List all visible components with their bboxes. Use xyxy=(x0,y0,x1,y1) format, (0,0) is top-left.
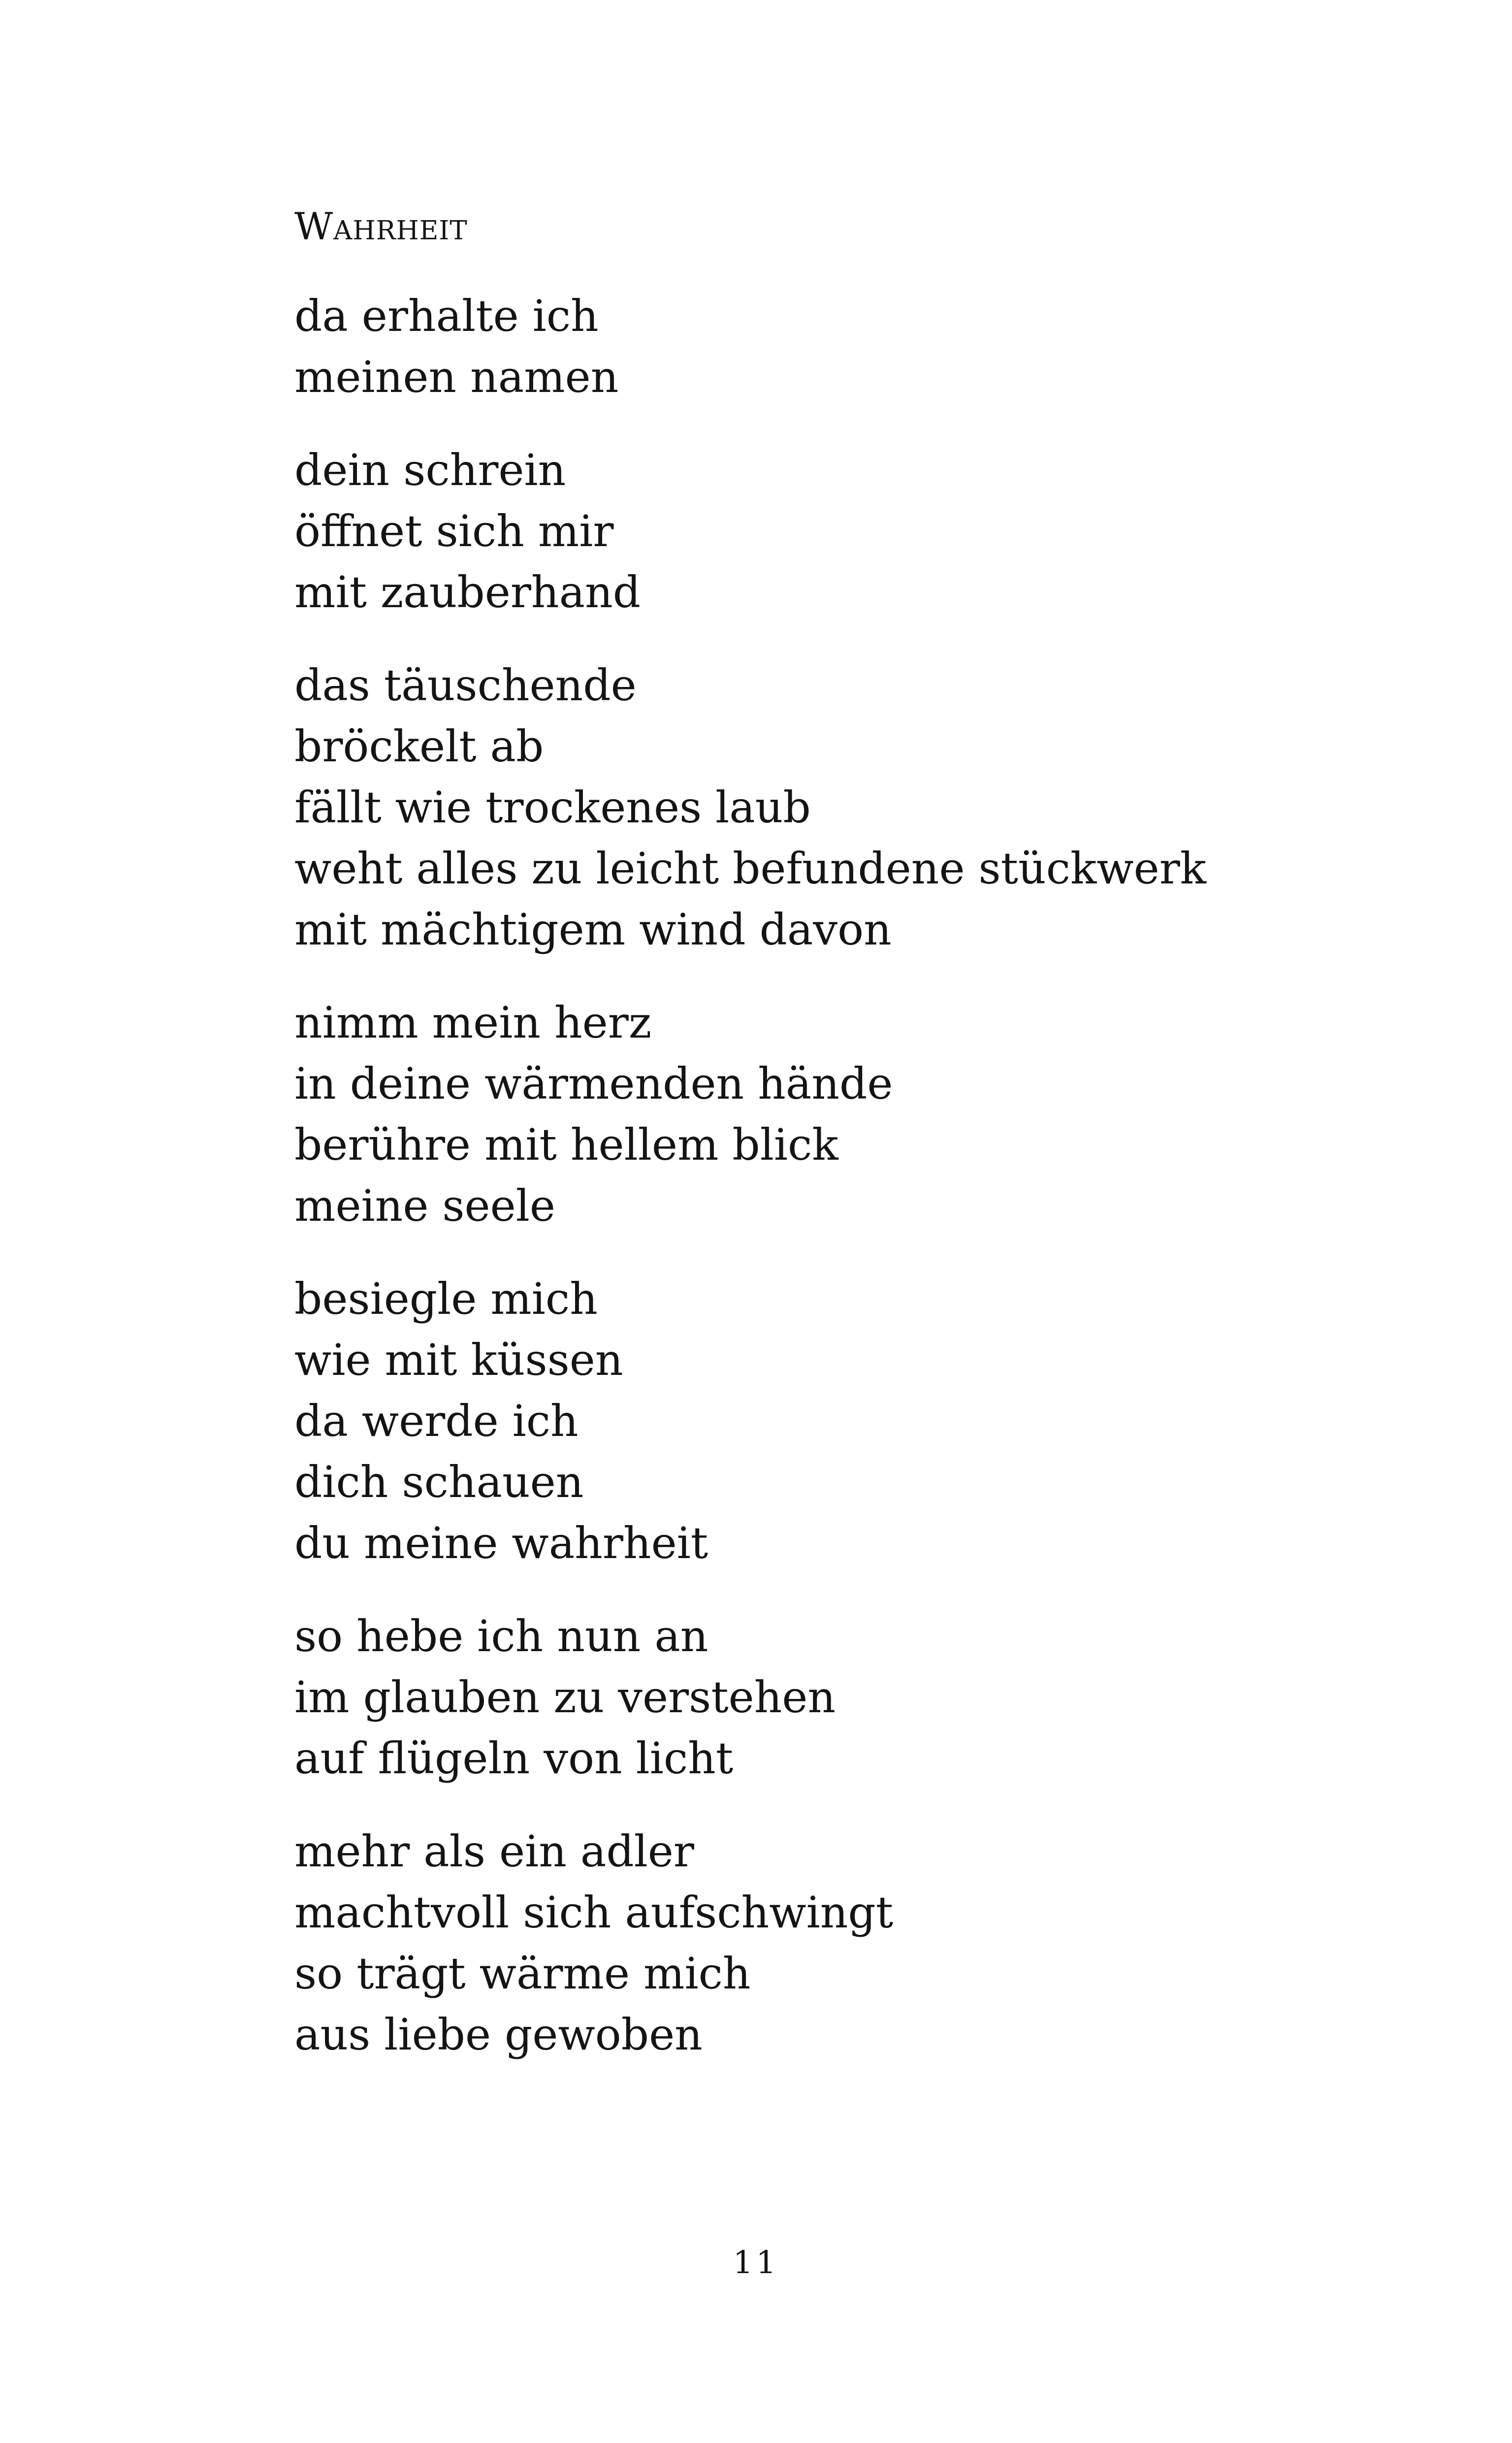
poem-line: so trägt wärme mich xyxy=(294,1948,751,1999)
poem-line: dich schauen xyxy=(294,1457,584,1507)
poem-title: Wahrheit xyxy=(294,204,468,248)
stanza-7 xyxy=(294,1821,1427,2065)
stanza-5 xyxy=(294,1269,1427,1574)
stanza-4 xyxy=(294,992,1427,1237)
poem-line: meinen namen xyxy=(294,352,619,402)
poem-line: meine seele xyxy=(294,1180,555,1231)
poem-line: besiegle mich xyxy=(294,1273,598,1324)
poem-line: so hebe ich nun an xyxy=(294,1611,708,1661)
poem-line: mit mächtigem wind davon xyxy=(294,904,892,955)
poem-line: machtvoll sich aufschwingt xyxy=(294,1887,894,1938)
poem-line: nimm mein herz xyxy=(294,997,652,1048)
stanza-6 xyxy=(294,1606,1427,1789)
poem-line: mit zauberhand xyxy=(294,567,641,618)
stanza-2 xyxy=(294,440,1427,623)
poem-line: wie mit küssen xyxy=(294,1335,623,1385)
stanza-3 xyxy=(294,655,1427,960)
stanza-1 xyxy=(294,286,1427,408)
poem-line: berühre mit hellem blick xyxy=(294,1119,838,1170)
poem-line: du meine wahrheit xyxy=(294,1518,708,1568)
page-number: 11 xyxy=(733,2245,779,2281)
poem-line: in deine wärmenden hände xyxy=(294,1058,893,1109)
poem-line: weht alles zu leicht befundene stückwerk xyxy=(294,843,1207,894)
poem-line: das täuschende xyxy=(294,660,637,711)
poem-line: auf flügeln von licht xyxy=(294,1733,734,1784)
poem-line: fällt wie trockenes laub xyxy=(294,782,811,833)
poem-line: aus liebe gewoben xyxy=(294,2009,703,2060)
poem-line: mehr als ein adler xyxy=(294,1826,694,1877)
poem-line: da erhalte ich xyxy=(294,291,599,341)
poem-line: bröckelt ab xyxy=(294,721,544,772)
poem-line: öffnet sich mir xyxy=(294,506,614,556)
poem-line: da werde ich xyxy=(294,1396,579,1446)
poem-line: im glauben zu verstehen xyxy=(294,1672,836,1723)
poem-body xyxy=(294,286,1427,2097)
poem-line: dein schrein xyxy=(294,445,566,495)
